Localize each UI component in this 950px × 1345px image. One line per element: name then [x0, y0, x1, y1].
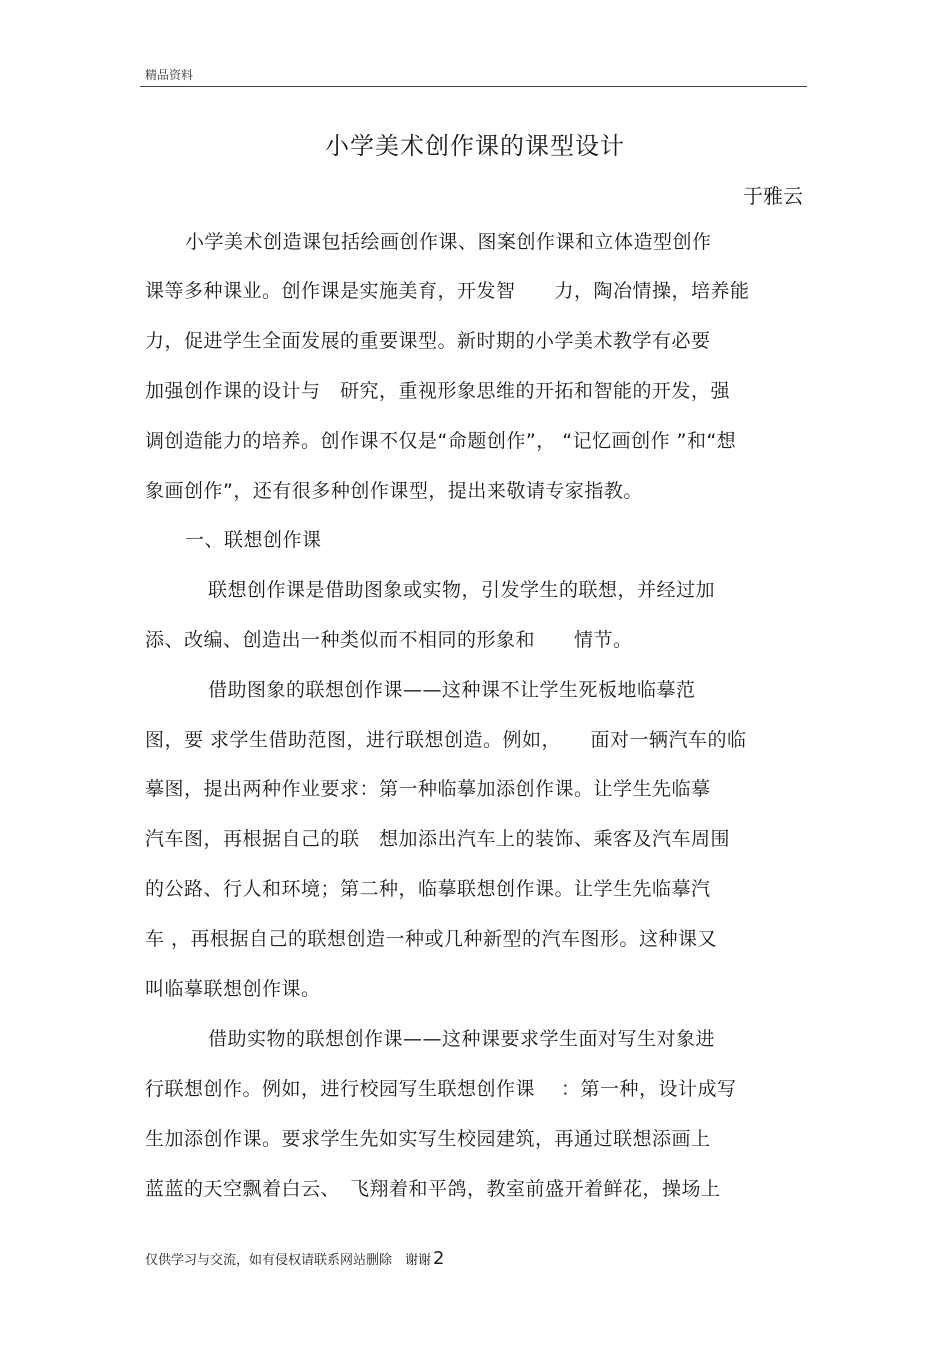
- text-line: 摹图，提出两种作业要求：第一种临摹加添创作课。让学生先临摹: [145, 778, 711, 800]
- text-line: 生加添创作课。要求学生先如实写生校园建筑，再通过联想添画上: [145, 1128, 711, 1150]
- page-footer: [145, 1248, 444, 1269]
- section-heading: 一、联想创作课: [185, 529, 322, 551]
- header-label: 精品资料: [145, 68, 194, 82]
- text-line: 力，促进学生全面发展的重要课型。新时期的小学美术教学有必要: [145, 330, 711, 352]
- text-line: 汽车图，再根据自己的联 想加添出汽车上的装饰、乘客及汽车周围: [145, 828, 731, 850]
- text-line: 象画创作”，还有很多种创作课型，提出来敬请专家指教。: [145, 480, 643, 502]
- text-line: 蓝蓝的天空飘着白云、 飞翔着和平鸽，教室前盛开着鲜花，操场上: [145, 1178, 721, 1200]
- text-line: 行联想创作。例如，进行校园写生联想创作课 ：第一种，设计成写: [145, 1078, 737, 1100]
- page-number: 2: [433, 1248, 445, 1269]
- text-line: 车 ，再根据自己的联想创造一种或几种新型的汽车图形。这种课又: [145, 928, 718, 950]
- footer-notice: 仅供学习与交流，如有侵权请联系网站删除 谢谢: [145, 1253, 432, 1268]
- text-line: 图，要 求学生借助范图，进行联想创造。例如， 面对一辆汽车的临: [145, 729, 747, 751]
- text-line: 借助实物的联想创作课——这种课要求学生面对写生对象进: [208, 1028, 716, 1050]
- text-line: 添、改编、创造出一种类似而不相同的形象和 情节。: [145, 629, 633, 651]
- author-name: 于雅云: [743, 184, 803, 208]
- text-line: 的公路、行人和环境；第二种，临摹联想创作课。让学生先临摹汽: [145, 878, 711, 900]
- header-divider: [140, 86, 807, 87]
- text-line: 借助图象的联想创作课——这种课不让学生死板地临摹范: [208, 679, 696, 701]
- text-line: 调创造能力的培养。创作课不仅是“命题创作”， “记忆画创作 ”和“想: [145, 430, 737, 452]
- text-line: 课等多种课业。创作课是实施美育，开发智 力，陶冶情操，培养能: [145, 280, 750, 302]
- text-line: 联想创作课是借助图象或实物，引发学生的联想，并经过加: [208, 579, 716, 601]
- text-line: 小学美术创造课包括绘画创作课、图案创作课和立体造型创作: [185, 231, 712, 253]
- text-line: 加强创作课的设计与 研究，重视形象思维的开拓和智能的开发，强: [145, 380, 731, 402]
- document-title: 小学美术创作课的课型设计: [325, 132, 625, 160]
- text-line: 叫临摹联想创作课。: [145, 978, 321, 1000]
